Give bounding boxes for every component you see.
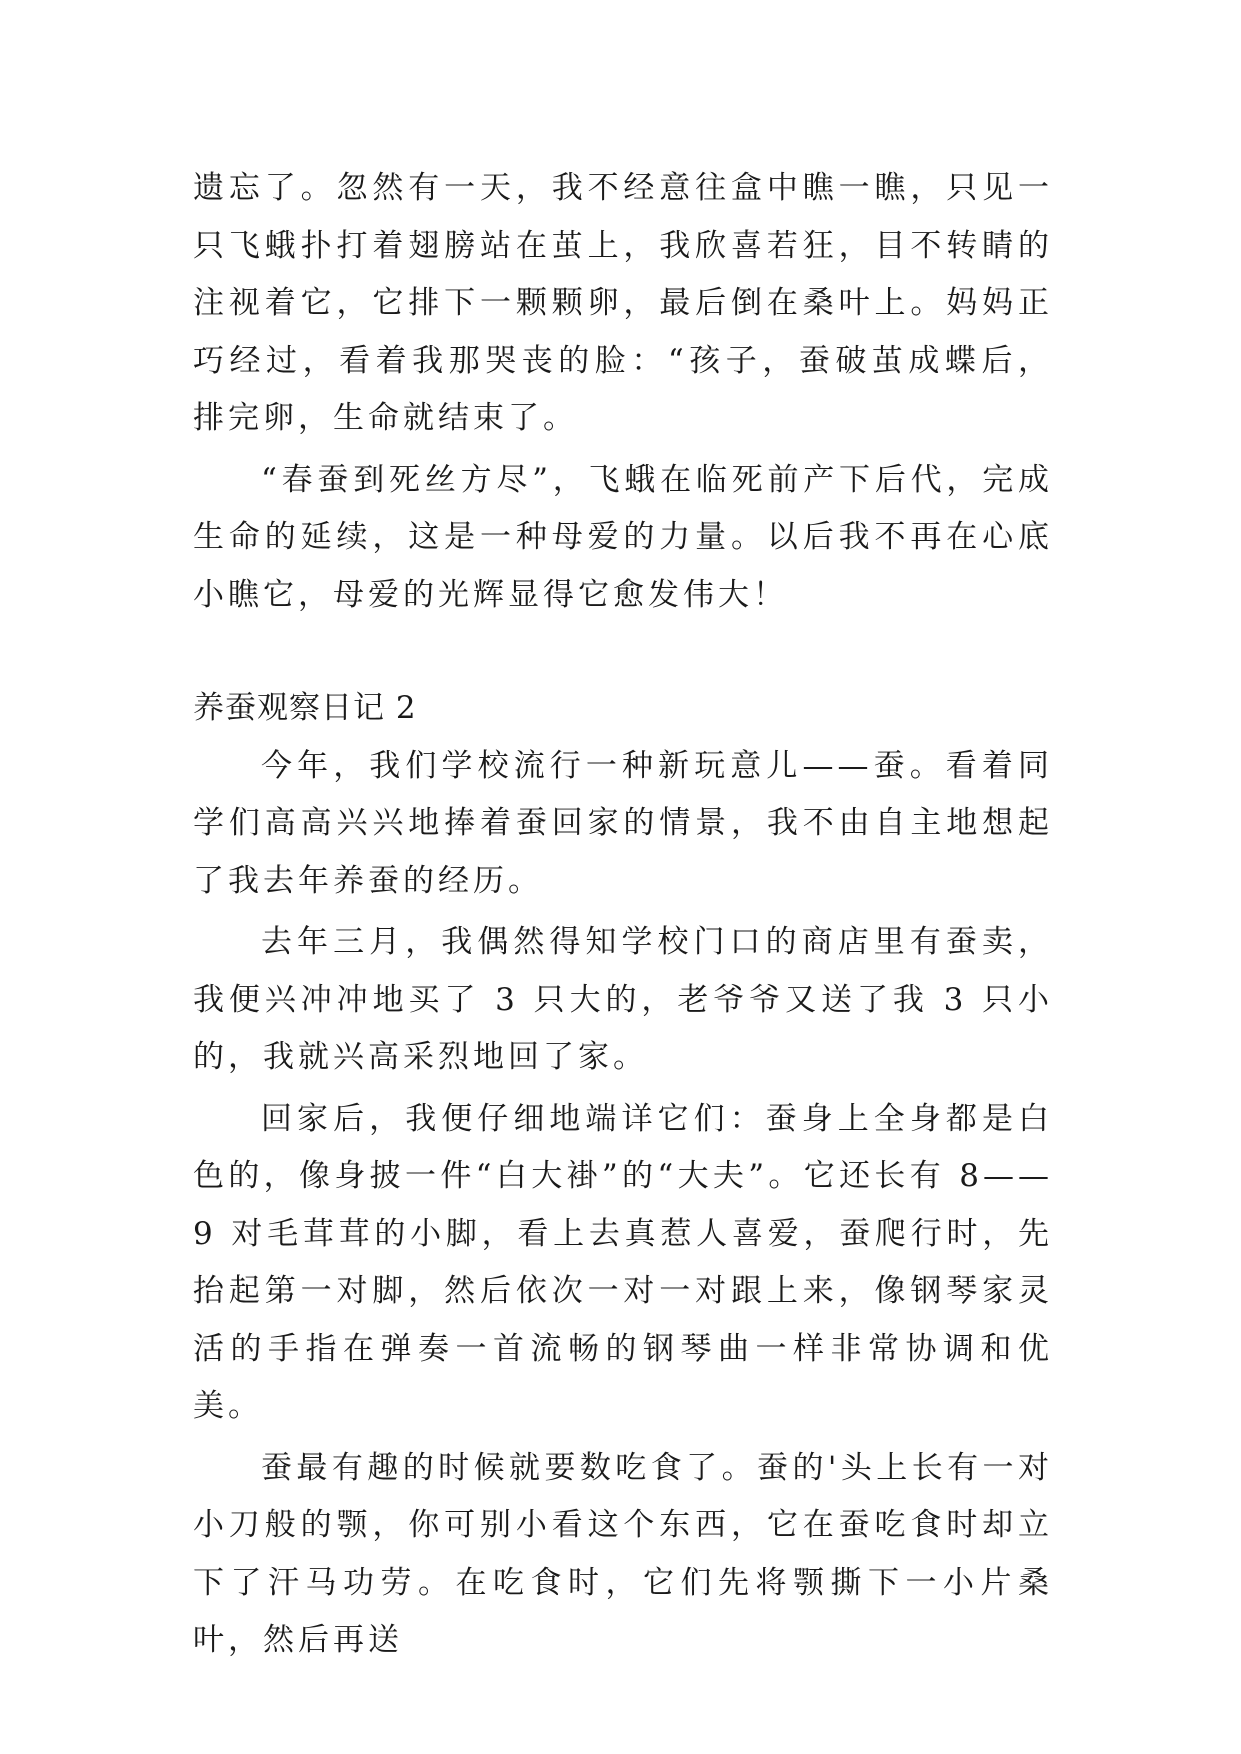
paragraph-continued: 遗忘了。忽然有一天，我不经意往盒中瞧一瞧，只见一只飞蛾扑打着翅膀站在茧上，我欣喜若狂，目不转睛的注视着它，它排下一颗颗卵，最后倒在桑叶上。妈妈正巧经过，看着我那哭丧的脸：“孩子，蚕破茧成蝶后， 排完卵，生命就结束了。	[193, 170, 1053, 436]
paragraph: “春蚕到死丝方尽”，飞蛾在临死前产下后代，完成生命的延续，这是一种母爱的力量。以后我不再在心底小瞧它，母爱的光辉显得它愈发伟大！	[193, 461, 1053, 613]
paragraph: 蚕最有趣的时候就要数吃食了。蚕的'头上长有一对小刀般的颚，你可别小看这个东西，它在蚕吃食时却立下了汗马功劳。在吃食时，它们先将颚撕下一小片桑叶，然后再送	[193, 1449, 1053, 1658]
section-title: 养蚕观察日记 2	[193, 690, 417, 726]
paragraph: 回家后，我便仔细地端详它们：蚕身上全身都是白色的，像身披一件“白大褂”的“大夫”。它还长有 8——9 对毛茸茸的小脚，看上去真惹人喜爱，蚕爬行时，先抬起第一对脚，然后依次一对一对跟上来，像钢琴家灵活的手指在弹奏一首流畅的钢琴曲一样非常协调和优美。	[193, 1100, 1053, 1424]
paragraph: 去年三月，我偶然得知学校门口的商店里有蚕卖，我便兴冲冲地买了 3 只大的，老爷爷又送了我 3 只小的，我就兴高采烈地回了家。	[193, 924, 1053, 1075]
paragraph: 今年，我们学校流行一种新玩意儿——蚕。看着同学们高高兴兴地捧着蚕回家的情景，我不由自主地想起了我去年养蚕的经历。	[193, 747, 1053, 899]
document-body	[193, 160, 1053, 1674]
